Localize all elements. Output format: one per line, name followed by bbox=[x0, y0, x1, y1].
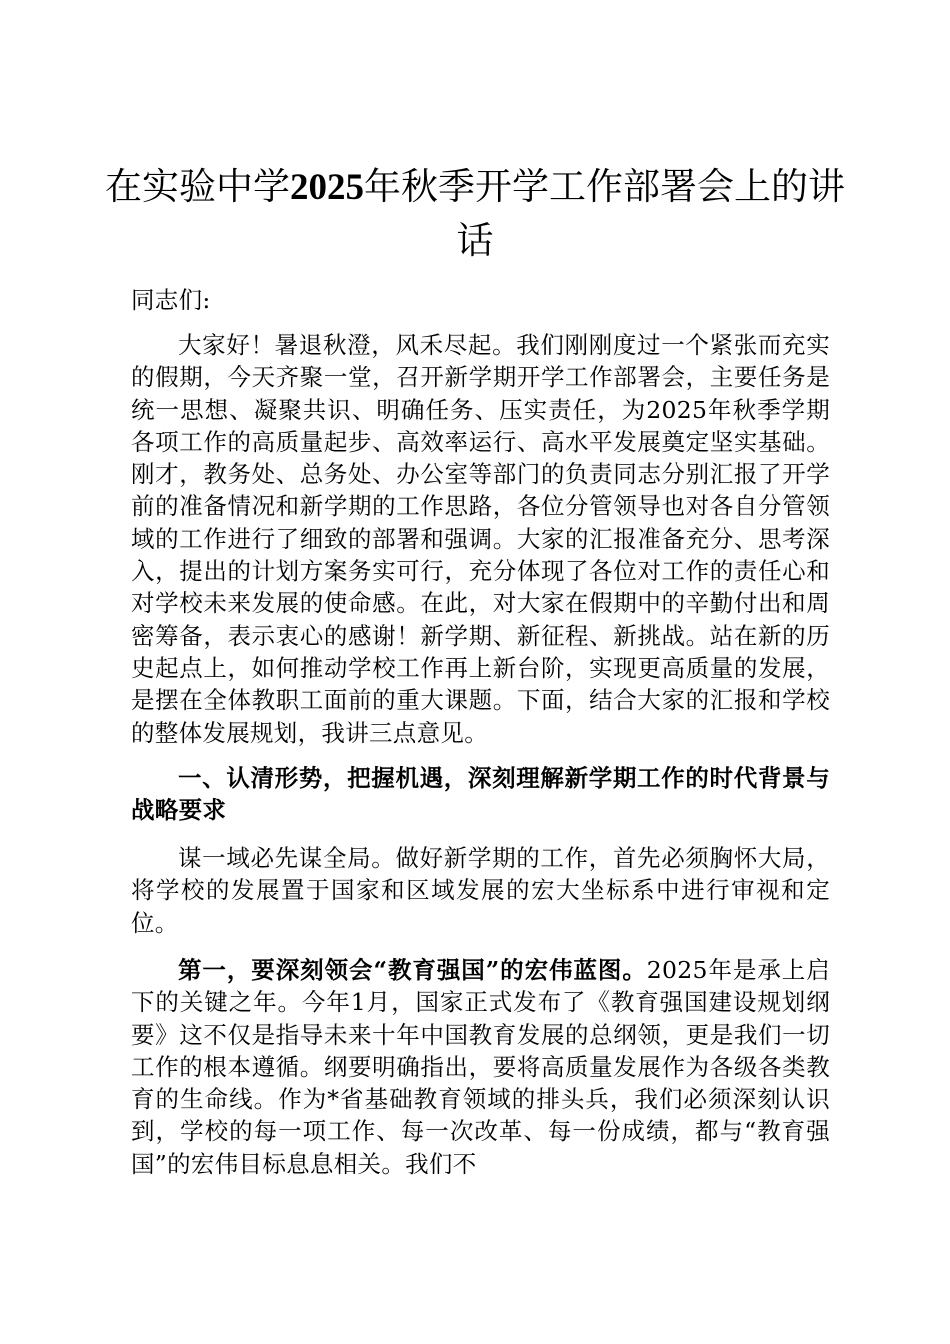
point-1-lead-sentence: 第一，要深刻领会“教育强国”的宏伟蓝图。 bbox=[178, 956, 647, 984]
title-year: 2025 bbox=[290, 167, 364, 208]
title-part-1: 在实验中学 bbox=[105, 165, 290, 208]
salutation: 同志们: bbox=[131, 286, 211, 314]
section-heading-1: 一、认清形势，把握机遇，深刻理解新学期工作的时代背景与战略要求 bbox=[131, 764, 830, 825]
point-1-body-text: 2025年是承上启下的关键之年。今年1月，国家正式发布了《教育强国建设规划纲要》这不仅是指导未来十年中国教育发展的总纲领，更是我们一切工作的根本遵循。纲要明确指出，要将高质量发展作为各级各类教育的生命线。作为*省基础教育领域的排头兵，我们必须深刻认识到，学校的每一项工作、每一次改革、每一份成绩，都与“教育强国”的宏伟目标息息相关。我们不 bbox=[131, 956, 830, 1178]
document-title bbox=[100, 160, 850, 267]
section-1-point-1-paragraph bbox=[131, 954, 830, 1180]
opening-paragraph: 大家好！暑退秋澄，风禾尽起。我们刚刚度过一个紧张而充实的假期，今天齐聚一堂，召开新学期开学工作部署会，主要任务是统一思想、凝聚共识、明确任务、压实责任，为2025年秋季学期各项工作的高质量起步、高效率运行、高水平发展奠定坚实基础。刚才，教务处、总务处、办公室等部门的负责同志分别汇报了开学前的准备情况和新学期的工作思路，各位分管领导也对各自分管领域的工作进行了细致的部署和强调。大家的汇报准备充分、思考深入，提出的计划方案务实可行，充分体现了各位对工作的责任心和对学校未来发展的使命感。在此，对大家在假期中的辛勤付出和周密筹备，表示衷心的感谢！新学期、新征程、新挑战。站在新的历史起点上，如何推动学校工作再上新台阶，实现更高质量的发展，是摆在全体教职工面前的重大课题。下面，结合大家的汇报和学校的整体发展规划，我讲三点意见。 bbox=[131, 331, 830, 747]
section-1-intro-paragraph: 谋一域必先谋全局。做好新学期的工作，首先必须胸怀大局，将学校的发展置于国家和区域发展的宏大坐标系中进行审视和定位。 bbox=[131, 844, 830, 937]
title-part-2: 年秋季开学工作部署会上的讲话 bbox=[364, 165, 845, 262]
